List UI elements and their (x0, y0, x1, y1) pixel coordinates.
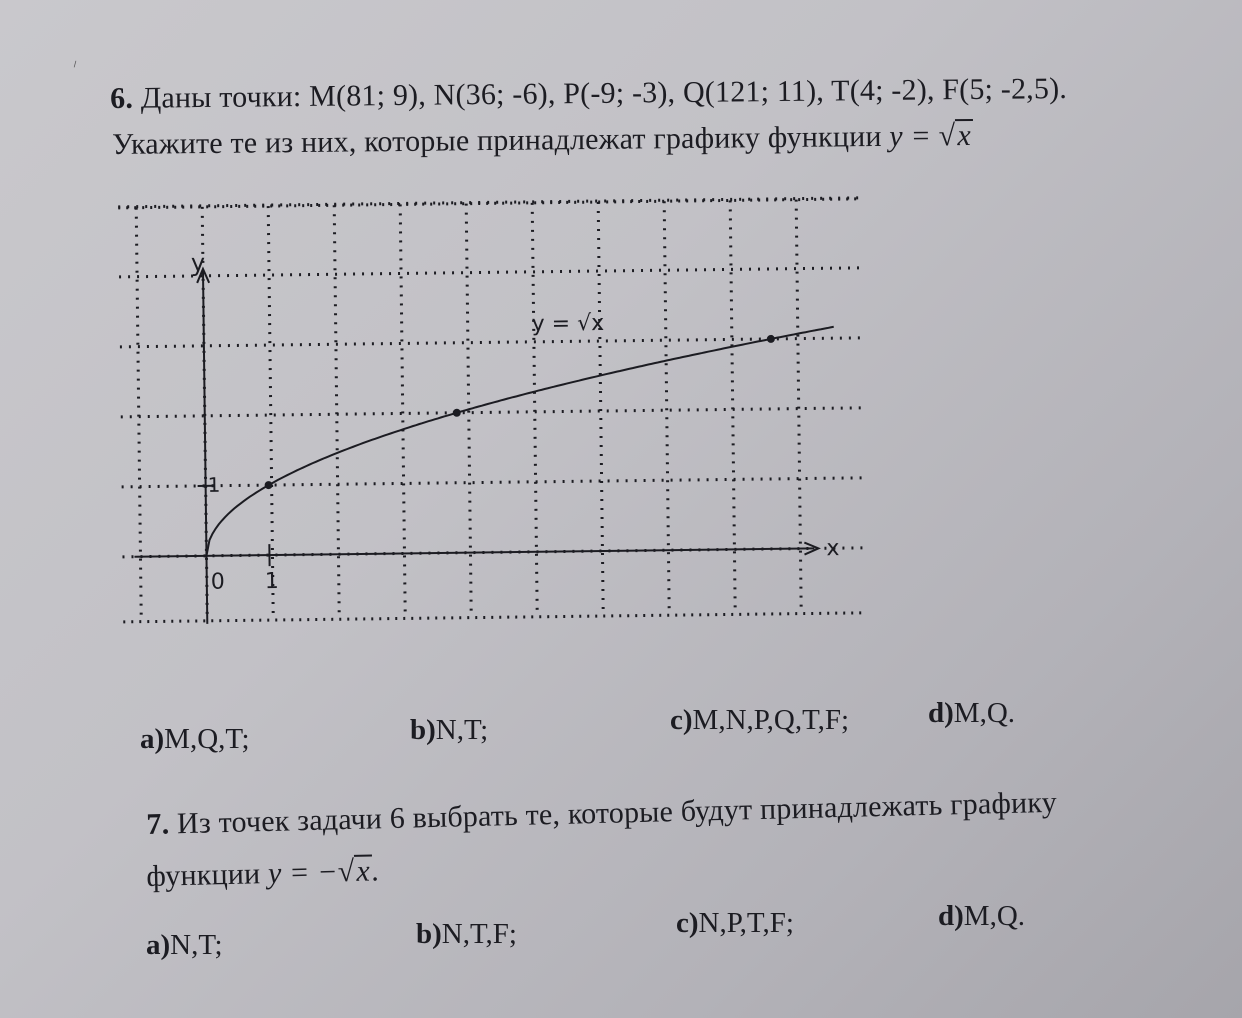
task7-statement-line2: функции y = −√x. (146, 854, 381, 893)
curve-point (265, 481, 273, 489)
pen-mark: ⸝ (66, 53, 81, 71)
task7-answer-d: d)M,Q. (938, 900, 1026, 932)
grid-border (118, 199, 858, 208)
axes (131, 261, 819, 624)
y-axis (203, 271, 207, 624)
grid-line-vertical (532, 203, 537, 617)
grid-line-vertical (136, 208, 141, 622)
grid-line-vertical (598, 202, 603, 616)
x-axis-label: x (826, 536, 840, 562)
task6-function: y = √x (889, 119, 973, 153)
task6-statement-line2 (112, 119, 973, 162)
task7-answer-b: b)N,T,F; (416, 918, 517, 950)
task7-answer-c: c)N,P,T,F; (676, 907, 794, 939)
grid-line-vertical (664, 201, 669, 615)
origin-label: 0 (210, 569, 225, 595)
curve-points (263, 335, 777, 489)
sqrt-symbol: √x (337, 854, 371, 889)
x-axis (134, 548, 814, 556)
curve-point (453, 409, 461, 417)
curve-point (767, 335, 775, 343)
task7-function: y = −√x. (267, 854, 381, 891)
task6-answer-b: b)N,T; (410, 714, 489, 746)
task6-answer-a: a)M,Q,T; (140, 723, 250, 755)
task7-question-text: Из точек задачи 6 выбрать те, которые будут принадлежать графику (168, 785, 1058, 841)
task6-statement-line1 (110, 72, 1067, 116)
grid-line-vertical (730, 200, 735, 614)
grid-line-vertical (334, 205, 339, 619)
task6-number: 6. (110, 81, 134, 115)
y-tick-label: 1 (207, 472, 221, 497)
grid-line-horizontal (119, 268, 859, 277)
grid-line-horizontal (122, 478, 862, 487)
dotted-grid (118, 198, 863, 622)
sqrt-curve (204, 327, 837, 556)
task6-question-text: Укажите те из них, которые принадлежат графику функции (112, 119, 890, 161)
grid-line-vertical (400, 204, 405, 618)
task6-points-text: Даны точки: M(81; 9), N(36; -6), P(-9; -3), Q(121; 11), T(4; -2), F(5; -2,5). (140, 71, 1068, 115)
grid-line-vertical (796, 200, 801, 614)
task7-number: 7. (146, 807, 170, 841)
sqrt-symbol: √x (938, 119, 972, 153)
curve-label: y = √x (531, 310, 605, 337)
grid-border (123, 613, 863, 622)
x-tick-label: 1 (264, 568, 279, 595)
task6-answer-c: c)M,N,P,Q,T,F; (670, 704, 850, 736)
task7-answer-a: a)N,T; (146, 929, 223, 961)
function-graph (110, 181, 875, 635)
task6-answer-d: d)M,Q. (928, 697, 1016, 729)
grid-line-horizontal (121, 408, 861, 417)
task7-statement-line1 (146, 786, 1057, 842)
y-axis-label: y (190, 248, 206, 278)
